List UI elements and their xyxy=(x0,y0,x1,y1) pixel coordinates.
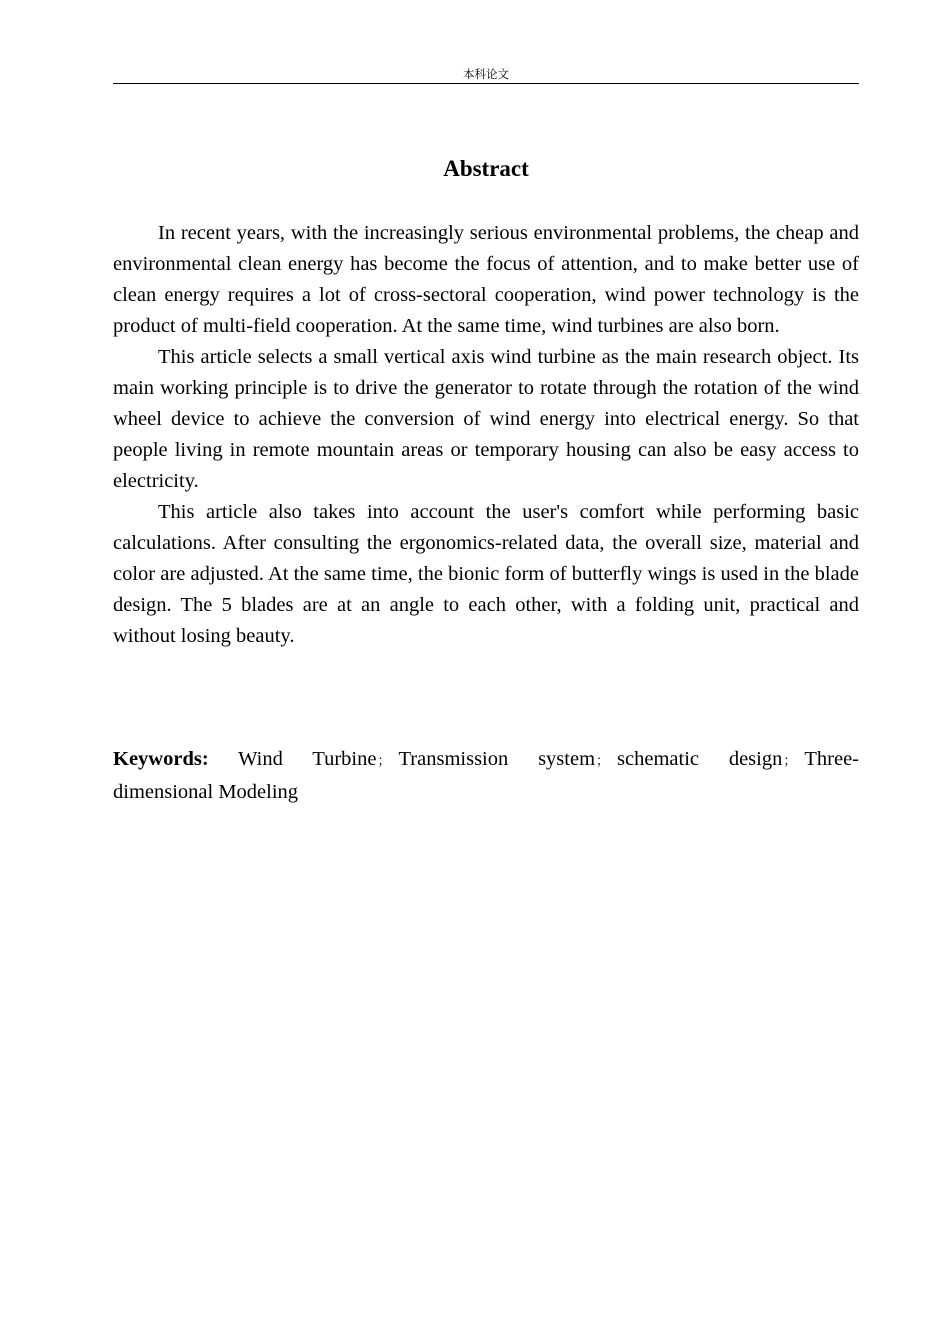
keywords-label: Keywords: xyxy=(113,748,209,770)
keyword-item: Wind Turbine xyxy=(238,748,377,770)
page-header: 本科论文 xyxy=(463,67,509,81)
header-rule xyxy=(113,83,859,84)
keyword-separator: ； xyxy=(783,754,797,769)
keyword-item: schematic design xyxy=(617,748,783,770)
abstract-title: Abstract xyxy=(443,156,529,181)
keyword-separator: ； xyxy=(377,754,391,769)
keyword-separator: ； xyxy=(596,754,610,769)
keyword-item: Transmission system xyxy=(398,748,596,770)
abstract-paragraph-1: In recent years, with the increasingly serious environmental problems, the cheap and environmental clean energy has become the focus of attention, and to make better use of clean energy requires a lot of cross-sectoral cooperation, wind power technology is the product of multi-field cooperation. At the same time, wind turbines are also born. xyxy=(113,222,859,337)
abstract-paragraph-3: This article also takes into account the user's comfort while performing basic calculations. After consulting the ergonomics-related data, the overall size, material and color are adjusted. At the same time, the bionic form of butterfly wings is used in the blade design. The 5 blades are at an angle to each other, with a folding unit, practical and without losing beauty. xyxy=(113,501,859,647)
keyword-item: Three-dimensional Modeling xyxy=(113,748,859,803)
abstract-paragraph-2: This article selects a small vertical axis wind turbine as the main research object. Its main working principle is to drive the generator to rotate through the rotation of the wind wheel device to achieve the conversion of wind energy into electrical energy. So that people living in remote mountain areas or temporary housing can also be easy access to electricity. xyxy=(113,346,859,492)
keywords-line xyxy=(113,744,859,808)
abstract-body xyxy=(113,218,859,652)
